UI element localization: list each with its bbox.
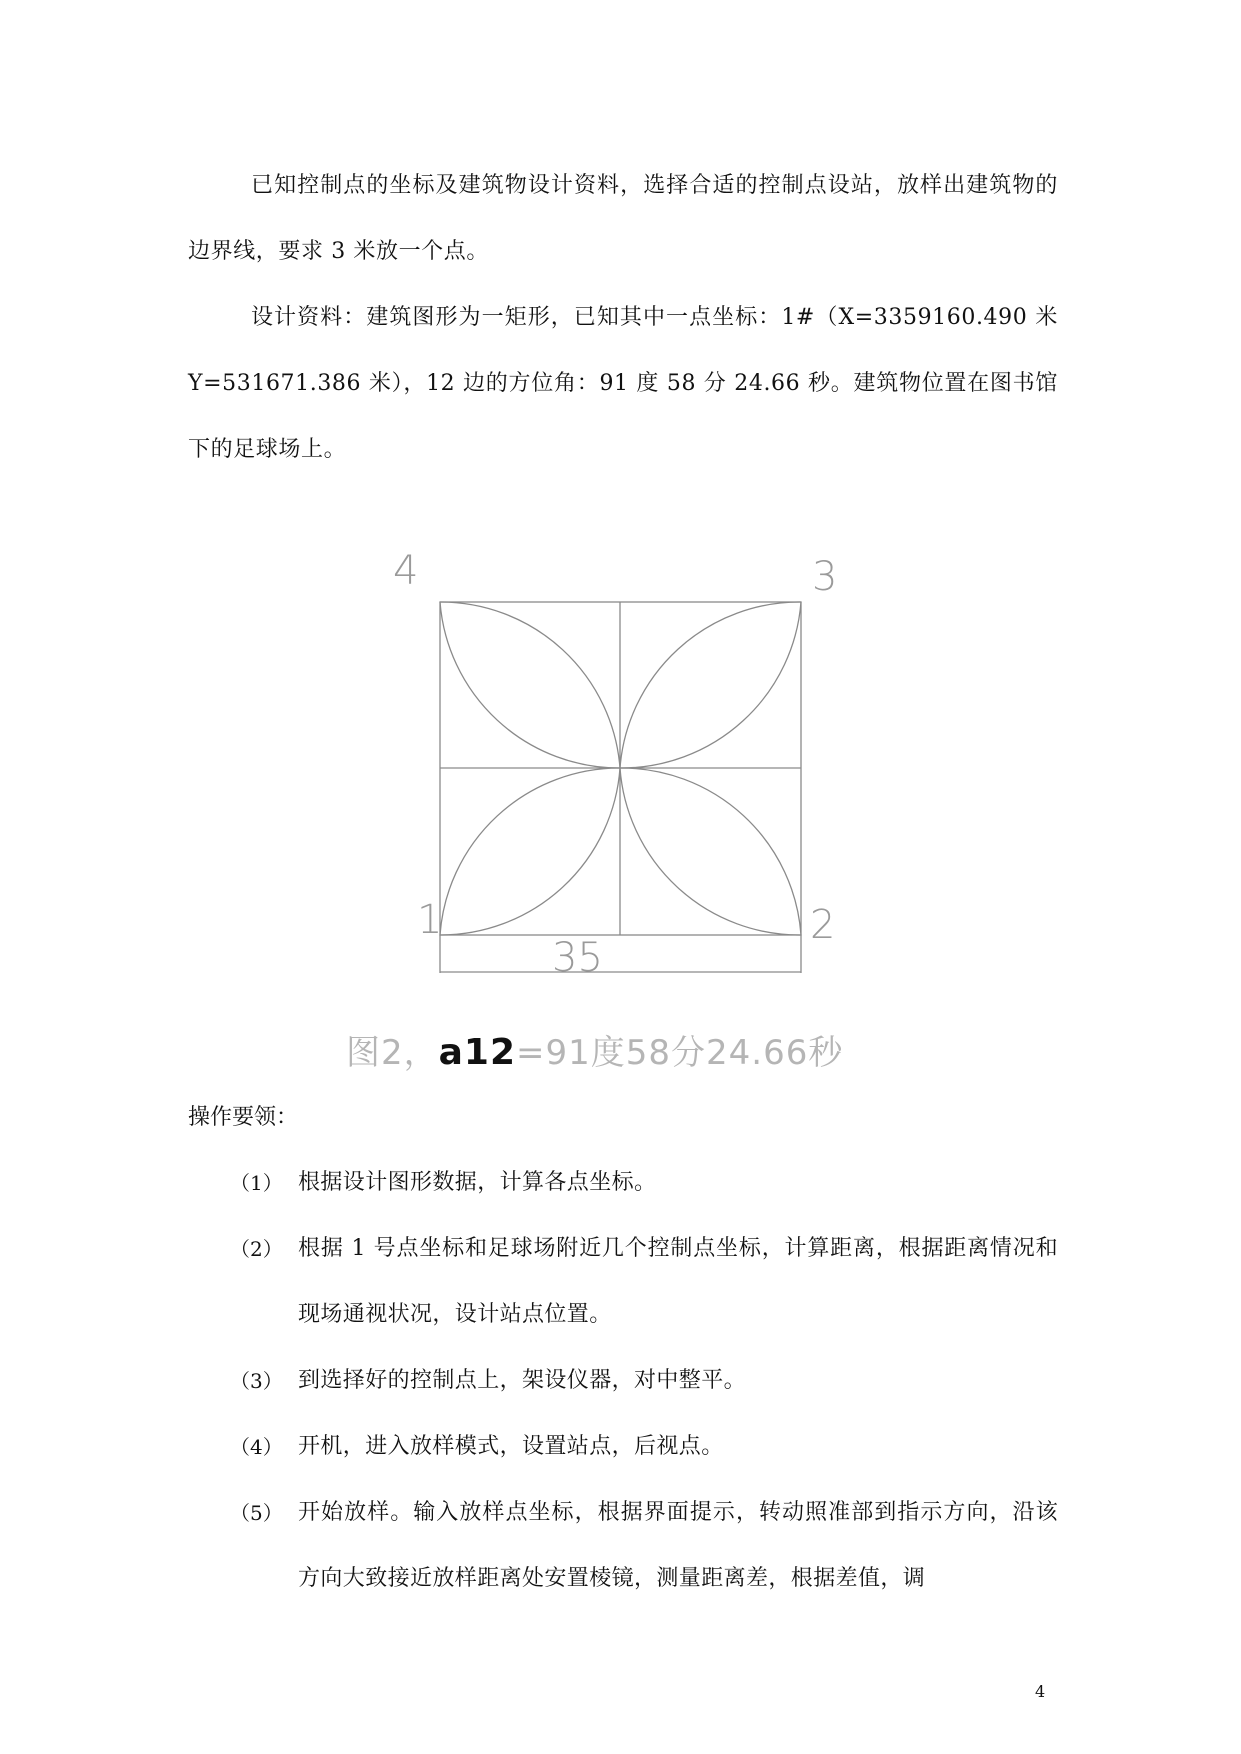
step-number: （4） xyxy=(230,1435,283,1459)
caption-symbol: a12 xyxy=(438,1032,517,1073)
step-text: 根据设计图形数据，计算各点坐标。 xyxy=(298,1170,657,1195)
dimension-label: 35 xyxy=(552,935,603,981)
building-diagram xyxy=(393,548,860,993)
step-number: （3） xyxy=(230,1369,283,1393)
step-number: （1） xyxy=(230,1171,283,1195)
corner-label-3: 3 xyxy=(812,554,838,600)
step-1 xyxy=(230,1150,1058,1216)
step-2 xyxy=(230,1216,1058,1348)
corner-label-1: 1 xyxy=(417,897,443,943)
petal-arc-tl-2 xyxy=(440,602,620,768)
corner-label-2: 2 xyxy=(810,902,836,948)
design-paragraph: 设计资料：建筑图形为一矩形，已知其中一点坐标：1#（X=3359160.490 米 Y=531671.386 米），12 边的方位角：91 度 58 分 24.66 秒。建筑物位置在图书馆下的足球场上。 xyxy=(188,305,1081,462)
caption-value: =91度58分24.66秒 xyxy=(516,1033,844,1073)
step-4 xyxy=(230,1414,1058,1480)
step-text: 到选择好的控制点上，架设仪器，对中整平。 xyxy=(298,1368,747,1393)
intro-paragraph: 已知控制点的坐标及建筑物设计资料，选择合适的控制点设站，放样出建筑物的边界线，要求 3 米放一个点。 xyxy=(188,173,1058,264)
caption-prefix: 图2， xyxy=(346,1033,439,1073)
step-text: 开机，进入放样模式，设置站点，后视点。 xyxy=(298,1434,724,1459)
step-text: 根据 1 号点坐标和足球场附近几个控制点坐标，计算距离，根据距离情况和现场通视状况，设计站点位置。 xyxy=(298,1236,1058,1327)
petal-arc-tl-1 xyxy=(440,602,620,768)
step-5 xyxy=(230,1480,1058,1612)
section-heading: 操作要领： xyxy=(188,1105,299,1130)
step-number: （5） xyxy=(230,1501,283,1525)
corner-label-4: 4 xyxy=(393,548,419,594)
step-number: （2） xyxy=(230,1237,283,1261)
step-text: 开始放样。输入放样点坐标，根据界面提示，转动照准部到指示方向，沿该方向大致接近放样距离处安置棱镜，测量距离差，根据差值，调 xyxy=(298,1500,1058,1591)
building-figure xyxy=(393,548,860,993)
page-number: 4 xyxy=(1035,1682,1046,1701)
step-3 xyxy=(230,1348,1058,1414)
figure-caption xyxy=(346,1025,946,1079)
